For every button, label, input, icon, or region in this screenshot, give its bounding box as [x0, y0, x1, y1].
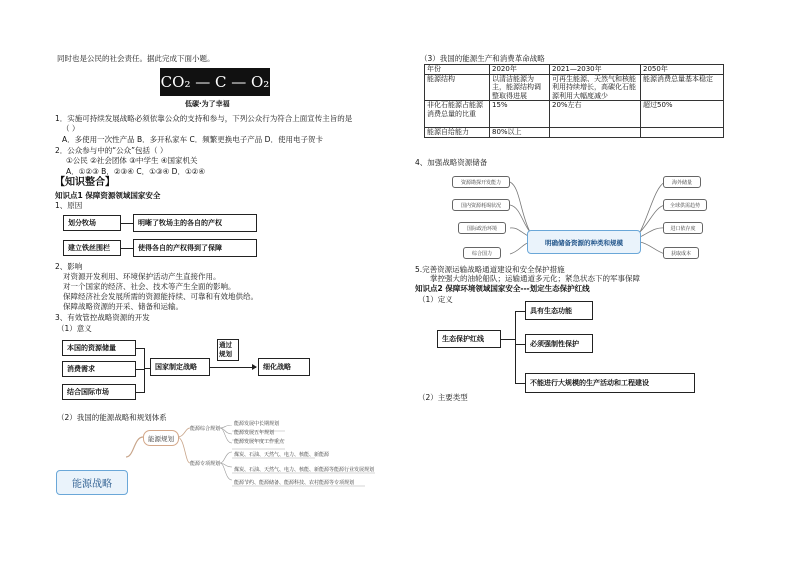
subsection-reason: 1、原因 — [55, 201, 83, 210]
box-secure-property: 使得各自的产权得到了保障 — [133, 239, 257, 257]
mindmap-leaf: 能源发展年度工作重点 — [234, 439, 285, 445]
table-cell: 20%左右 — [550, 101, 641, 128]
intro-text: 同时也是公民的社会责任。据此完成下面小题。 — [57, 54, 215, 63]
reserve-left-factor: 综合国力 — [463, 247, 501, 259]
mindmap-leaf: 能源发展五年规划 — [234, 430, 275, 436]
connector — [136, 392, 144, 393]
reserve-left-factor: 国内资源耗竭状况 — [452, 199, 510, 211]
connector — [144, 348, 145, 393]
logo-formula: CO₂ — C — O₂ — [160, 73, 270, 91]
question-2-options: A．①②③ B．②③④ C．①③④ D．①②④ — [66, 167, 206, 176]
table-cell — [550, 128, 641, 138]
box-no-large-scale-production: 不能进行大规模的生产活动和工程建设 — [525, 373, 695, 393]
impact-line: 保障战略资源的开采、储备和运输。 — [63, 302, 183, 311]
subsection-definition: （1）定义 — [418, 295, 453, 304]
mindmap-energy-planning: 能源规划 — [143, 430, 179, 446]
knowledge-point-2: 知识点2 保障环境领域国家安全---划定生态保护红线 — [415, 284, 590, 293]
box-clarify-property: 明晰了牧场主的各自的产权 — [133, 214, 257, 232]
box-build-fence: 建立铁丝围栏 — [63, 240, 121, 256]
table-cell — [641, 128, 724, 138]
box-divide-pasture: 划分牧场 — [63, 215, 121, 231]
mindmap-leaf: 煤炭、石油、天然气、电力、核能、新能源等能源行业发展规划 — [234, 467, 375, 473]
connector — [136, 348, 144, 349]
table-cell: 能源结构 — [425, 74, 490, 101]
subsection-impact: 2、影响 — [55, 262, 83, 271]
connector — [121, 223, 133, 224]
box-international-market: 结合国际市场 — [62, 384, 136, 400]
connector — [501, 339, 515, 340]
question-2: 2．公众参与中的“公众”包括（ ） — [55, 146, 168, 155]
box-national-strategy: 国家制定战略 — [150, 358, 210, 376]
table-cell: 可再生能源、天然气和核能利用持续增长，高碳化石能源利用大幅度减少 — [550, 74, 641, 101]
question-1-options: A．多使用一次性产品 B．多开私家车 C．频繁更换电子产品 D．使用电子贺卡 — [62, 135, 323, 144]
reserve-right-factor: 全球供需趋势 — [663, 199, 707, 211]
section-heading: 【知识整合】 — [55, 177, 115, 188]
question-1: 1．实施可持续发展战略必须依靠公众的支持和参与，下列公众行为符合上面宣传主旨的是 — [55, 114, 353, 123]
table-header: 2020年 — [490, 65, 550, 75]
question-2-items: ①公民 ②社会团体 ③中学生 ④国家机关 — [66, 156, 198, 165]
impact-line: 对资源开发利用、环境保护活动产生直接作用。 — [63, 272, 221, 281]
reserve-right-factor: 获取成本 — [663, 247, 699, 259]
reserve-right-factor: 进口依存度 — [663, 222, 703, 234]
table-header: 2021—2030年 — [550, 65, 641, 75]
mindmap-root-energy-strategy: 能源战略 — [56, 470, 128, 495]
reserve-left-factor: 国际政治环境 — [458, 222, 506, 234]
question-1-paren: （ ） — [62, 124, 80, 133]
table-header: 2050年 — [641, 65, 724, 75]
subsection-energy-system: （2）我国的能源战略和规划体系 — [57, 413, 167, 422]
mindmap-leaf: 能源发展中长期规划 — [234, 421, 280, 427]
transport-measures: 掌控强大的油轮船队；运输通道多元化；紧急状态下的军事保障 — [430, 274, 640, 283]
arrow-head-icon — [252, 364, 257, 370]
table-row — [425, 74, 724, 101]
subsection-transport: 5.完善资源运输战略通道建设和安全保护措施 — [415, 265, 565, 274]
table-row — [425, 128, 724, 138]
table-row — [425, 101, 724, 128]
subsection-control: 3、有效管控战略资源的开发 — [55, 313, 150, 322]
box-eco-function: 具有生态功能 — [525, 301, 593, 320]
box-refine-strategy: 细化战略 — [258, 358, 310, 376]
table-header: 年份 — [425, 65, 490, 75]
logo-caption: 低碳·为了幸福 — [185, 100, 230, 108]
connector — [136, 369, 144, 370]
table-cell: 非化石能源占能源消费总量的比重 — [425, 101, 490, 128]
table-cell: 超过50% — [641, 101, 724, 128]
mindmap-leaf: 能源节约、能源储备、能源科技、农村能源等专项规划 — [234, 480, 355, 486]
connector — [515, 383, 525, 384]
impact-line: 对一个国家的经济、社会、技术等产生全面的影响。 — [63, 282, 236, 291]
table-header-row — [425, 65, 724, 75]
box-ecological-redline: 生态保护红线 — [437, 330, 501, 348]
mindmap-comprehensive-planning: 能源综合规划 — [190, 426, 221, 432]
connector — [515, 311, 525, 312]
subsection-main-types: （2）主要类型 — [418, 393, 468, 402]
table-cell: 以清洁能源为主，能源结构调整取得进展 — [490, 74, 550, 101]
low-carbon-logo — [160, 68, 270, 96]
energy-revolution-table — [424, 64, 724, 138]
table-cell: 能源自给能力 — [425, 128, 490, 138]
box-mandatory-protection: 必须强制性保护 — [525, 334, 593, 353]
table-cell: 15% — [490, 101, 550, 128]
arrow-line — [210, 367, 256, 368]
impact-line: 保障经济社会发展所需的资源能持续、可靠和有效地供给。 — [63, 292, 258, 301]
box-resource-reserve: 本国的资源储量 — [62, 340, 136, 356]
reserve-right-factor: 海外储量 — [663, 176, 701, 188]
table-cell: 80%以上 — [490, 128, 550, 138]
box-through-planning: 通过规划 — [217, 339, 239, 361]
connector — [515, 311, 516, 384]
reserve-center-node: 明确储备资源的种类和规模 — [527, 230, 641, 254]
box-consumption-demand: 消费需求 — [62, 361, 136, 377]
subsection-reserve: 4、加强战略资源储备 — [415, 158, 488, 167]
connector — [515, 344, 525, 345]
table-cell: 能源消费总量基本稳定 — [641, 74, 724, 101]
mindmap-special-planning: 能源专项规划 — [190, 461, 221, 467]
connector — [121, 248, 133, 249]
knowledge-point-1: 知识点1 保障资源领域国家安全 — [55, 191, 161, 200]
subsection-significance: （1）意义 — [57, 324, 92, 333]
subsection-revolution-strategy: （3）我国的能源生产和消费革命战略 — [420, 54, 545, 63]
reserve-left-factor: 资源勘探开发能力 — [452, 176, 510, 188]
mindmap-leaf: 煤炭、石油、天然气、电力、核能、新能源 — [234, 452, 330, 458]
